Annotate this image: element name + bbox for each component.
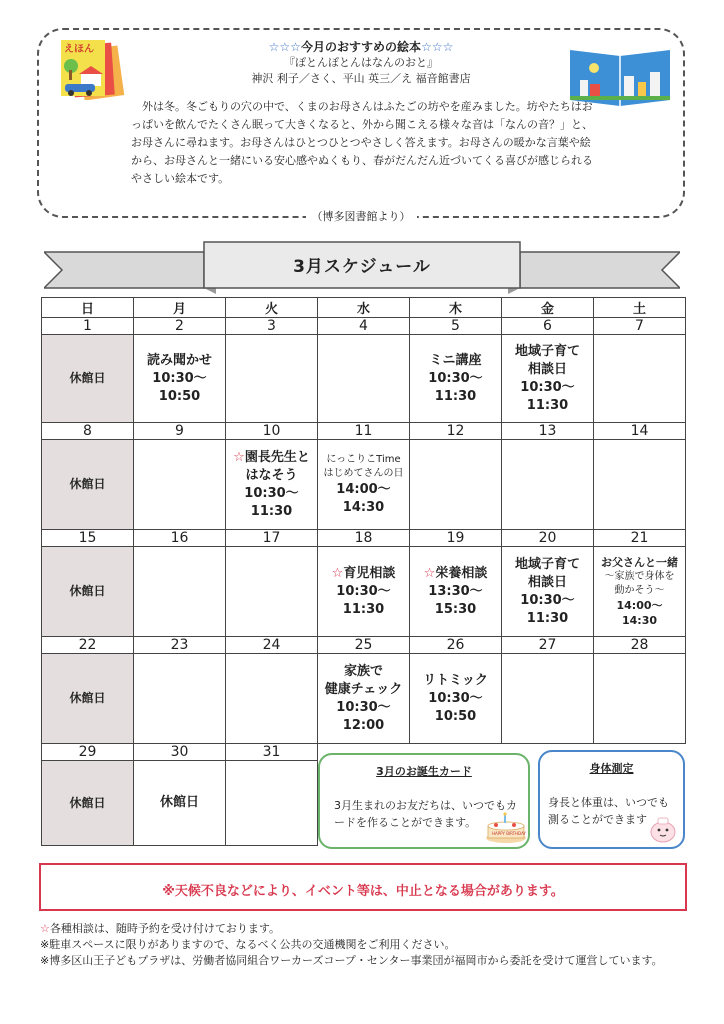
event-title: 地域子育て <box>514 556 580 572</box>
event-time: 10:30〜 <box>336 699 391 715</box>
day-cell <box>502 654 594 744</box>
date: 7 <box>594 318 686 335</box>
date: 13 <box>502 423 594 440</box>
event-title: にっこりこTime <box>326 453 401 465</box>
event-title: 地域子育て <box>514 343 580 359</box>
weekday-mon: 月 <box>134 298 226 318</box>
weekday-wed: 水 <box>318 298 410 318</box>
event-time: 14:30 <box>342 499 385 515</box>
note-mark: ※ <box>40 938 50 951</box>
date: 21 <box>594 530 686 547</box>
event-time: 14:00〜 <box>616 599 663 612</box>
day-cell <box>134 335 226 423</box>
closed-label: 休館日 <box>69 584 106 598</box>
event-time: 11:30 <box>526 397 569 413</box>
birthday-cake-icon <box>484 812 528 844</box>
event-title: はじめてさんの日 <box>323 467 404 479</box>
event-time: 10:50 <box>434 708 477 724</box>
body-measurement-text: 身長と体重は、いつでも測ることができます <box>548 796 669 826</box>
book-title: 『ぽとんぽとんはなんのおと』 <box>284 56 438 69</box>
note-mark: ※ <box>40 954 50 967</box>
day-cell <box>226 547 318 637</box>
date: 20 <box>502 530 594 547</box>
event-time: 11:30 <box>342 601 385 617</box>
date: 22 <box>42 637 134 654</box>
event-time: 10:30〜 <box>152 370 207 386</box>
event-subtitle: 〜家族で身体を <box>604 571 675 582</box>
day-cell <box>134 547 226 637</box>
warning-box <box>39 863 687 911</box>
star-icon: ☆ <box>423 565 436 581</box>
date: 5 <box>410 318 502 335</box>
scale-character-icon <box>648 814 678 844</box>
warning-text: ※天候不良などにより、イベント等は、中止となる場合があります。 <box>162 884 564 899</box>
note-item <box>40 953 700 969</box>
day-cell <box>410 440 502 530</box>
day-cell <box>134 440 226 530</box>
date: 9 <box>134 423 226 440</box>
event-title: 家族で <box>343 663 383 679</box>
book-heading-text: 今月のおすすめの絵本 <box>300 40 422 54</box>
day-cell <box>42 335 134 423</box>
weekday-header-row <box>42 298 686 318</box>
day-cell <box>502 335 594 423</box>
schedule-title: 3月スケジュール <box>293 257 431 277</box>
date: 15 <box>42 530 134 547</box>
day-cell <box>502 440 594 530</box>
note-text: 駐車スペースに限りがありますので、なるべく公共の交通機関をご利用ください。 <box>49 938 456 951</box>
event-title: 相談日 <box>527 574 567 590</box>
book-source <box>39 208 683 224</box>
date: 8 <box>42 423 134 440</box>
event-time: 10:50 <box>158 388 201 404</box>
event-time: 11:30 <box>526 610 569 626</box>
week1-events <box>42 335 686 423</box>
date: 27 <box>502 637 594 654</box>
day-cell <box>42 547 134 637</box>
date: 24 <box>226 637 318 654</box>
day-cell <box>226 440 318 530</box>
star-icon: ☆ <box>233 449 245 465</box>
event-time: 14:00〜 <box>336 481 391 497</box>
week3-events <box>42 547 686 637</box>
event-time: 11:30 <box>250 503 293 519</box>
cake-text: HAPPY BIRTHDAY <box>492 831 526 836</box>
event-title: 相談日 <box>527 361 567 377</box>
date: 23 <box>134 637 226 654</box>
day-cell <box>134 761 226 846</box>
closed-label: 休館日 <box>159 795 199 810</box>
event-title: リトミック <box>423 672 488 688</box>
day-cell <box>318 654 410 744</box>
day-cell <box>226 335 318 423</box>
day-cell <box>318 335 410 423</box>
day-cell <box>318 440 410 530</box>
week2-dates <box>42 423 686 440</box>
star-icon: ☆ <box>40 922 50 935</box>
event-title: ミニ講座 <box>429 352 482 368</box>
date: 12 <box>410 423 502 440</box>
date: 1 <box>42 318 134 335</box>
date: 16 <box>134 530 226 547</box>
date: 4 <box>318 318 410 335</box>
date: 28 <box>594 637 686 654</box>
event-time: 10:30〜 <box>520 592 575 608</box>
event-time: 12:00 <box>342 717 385 733</box>
day-cell <box>594 654 686 744</box>
note-item <box>40 937 700 953</box>
weekday-sat: 土 <box>594 298 686 318</box>
stars-left: ☆☆☆ <box>268 40 301 54</box>
day-cell <box>594 335 686 423</box>
event-time: 10:30〜 <box>244 485 299 501</box>
note-text: 各種相談は、随時予約を受け付けております。 <box>49 922 280 935</box>
birthday-card-title: 3月のお誕生カード <box>376 765 472 778</box>
event-title-text: 育児相談 <box>343 565 396 581</box>
event-time: 10:30〜 <box>428 690 483 706</box>
day-cell <box>594 547 686 637</box>
stars-right: ☆☆☆ <box>421 40 454 54</box>
week4-events <box>42 654 686 744</box>
day-cell <box>594 440 686 530</box>
event-time: 10:30〜 <box>336 583 391 599</box>
week1-dates <box>42 318 686 335</box>
book-description: 外は冬。冬ごもりの穴の中で、くまのお母さんはふたごの坊やを産みました。坊やたちはおっぱいを飲んでたくさん眠って大きくなると、外から聞こえる様々な音は「なんの音？」と、お母さんに尋ねます。お母さんはひとつひとつやさしく答えます。お母さんの暖かな言葉や絵から、お母さんと一緒にいる安心感やぬくもり、春がだんだん近づいてくる喜びが感じられるやさしい絵本です。 <box>131 100 593 185</box>
birthday-card-text: 3月生まれのお友だちは、いつでもカードを作ることができます。 <box>334 799 517 829</box>
day-cell <box>410 547 502 637</box>
event-time: 13:30〜 <box>428 583 483 599</box>
day-cell <box>226 654 318 744</box>
day-cell <box>410 654 502 744</box>
weekday-fri: 金 <box>502 298 594 318</box>
event-time: 11:30 <box>434 388 477 404</box>
day-cell <box>42 654 134 744</box>
day-cell <box>134 654 226 744</box>
day-cell <box>318 547 410 637</box>
day-cell <box>226 761 318 846</box>
date: 17 <box>226 530 318 547</box>
date: 3 <box>226 318 318 335</box>
date: 6 <box>502 318 594 335</box>
ehon-label: えほん <box>64 44 94 55</box>
open-book-icon <box>566 42 674 108</box>
event-title-text: 栄養相談 <box>435 565 488 581</box>
weekday-sun: 日 <box>42 298 134 318</box>
date: 31 <box>226 744 318 761</box>
date: 11 <box>318 423 410 440</box>
book-source-text: （博多図書館より） <box>306 210 417 223</box>
picture-book-icon <box>51 38 131 100</box>
closed-label: 休館日 <box>69 795 106 810</box>
weekday-tue: 火 <box>226 298 318 318</box>
event-time: 10:30〜 <box>520 379 575 395</box>
event-title: お父さんと一緒 <box>601 556 678 569</box>
week2-events <box>42 440 686 530</box>
body-measurement-title: 身体測定 <box>589 762 634 775</box>
date: 26 <box>410 637 502 654</box>
event-title <box>226 449 317 467</box>
day-cell <box>502 547 594 637</box>
weekday-thu: 木 <box>410 298 502 318</box>
date: 25 <box>318 637 410 654</box>
note-text: 博多区山王子どもプラザは、労働者協同組合ワーカーズコープ・センター事業団が福岡市から委託を受けて運営しています。 <box>49 954 663 967</box>
date: 29 <box>42 744 134 761</box>
note-item <box>40 921 700 937</box>
event-time: 14:30 <box>621 614 657 627</box>
week3-dates <box>42 530 686 547</box>
date: 14 <box>594 423 686 440</box>
day-cell <box>42 440 134 530</box>
date: 19 <box>410 530 502 547</box>
event-title <box>318 565 409 583</box>
date: 10 <box>226 423 318 440</box>
closed-label: 休館日 <box>69 371 106 385</box>
event-title-text: 園長先生と <box>244 449 310 465</box>
closed-label: 休館日 <box>69 691 106 705</box>
event-title <box>410 565 501 583</box>
event-subtitle: 動かそう〜 <box>614 585 665 596</box>
notes <box>40 921 700 969</box>
star-icon: ☆ <box>331 565 344 581</box>
event-title: 読み聞かせ <box>146 352 212 368</box>
day-cell <box>410 335 502 423</box>
date: 2 <box>134 318 226 335</box>
week4-dates <box>42 637 686 654</box>
event-title: 健康チェック <box>324 681 403 697</box>
event-time: 10:30〜 <box>428 370 483 386</box>
date: 30 <box>134 744 226 761</box>
date: 18 <box>318 530 410 547</box>
event-title: はなそう <box>245 467 298 483</box>
day-cell <box>42 761 134 846</box>
closed-label: 休館日 <box>69 477 106 491</box>
book-authors: 神沢 利子／さく、平山 英三／え 福音館書店 <box>251 72 471 85</box>
event-time: 15:30 <box>434 601 477 617</box>
